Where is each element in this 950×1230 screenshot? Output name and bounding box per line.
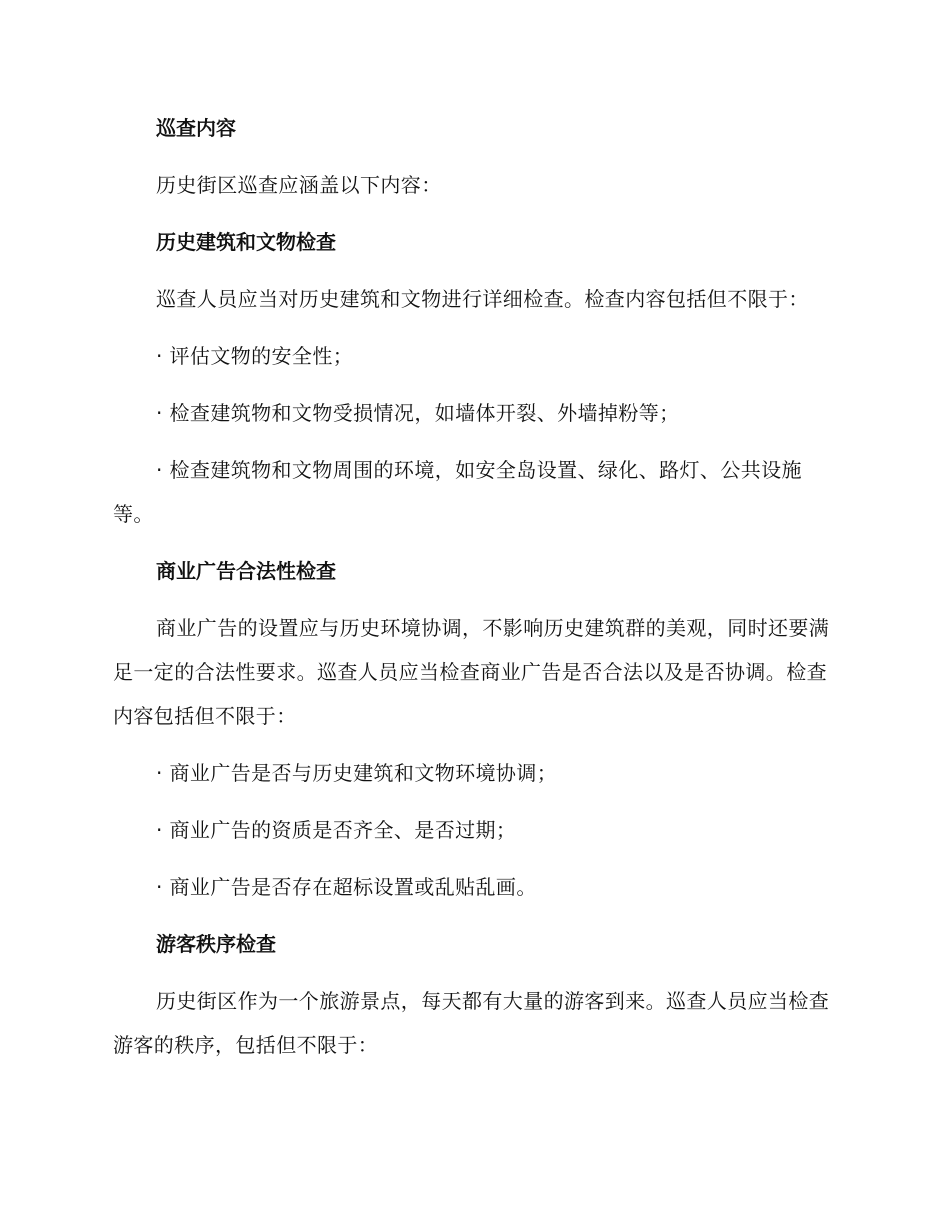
section-heading-building-relics: 历史建筑和文物检查 [156, 230, 336, 254]
paragraph-intro: 历史街区巡查应涵盖以下内容： [156, 173, 442, 197]
paragraph-advertising: 商业广告的设置应与历史环境协调，不影响历史建筑群的美观，同时还要满足一定的合法性要求。巡查人员应当检查商业广告是否合法以及是否协调。检查内容包括但不限于： [113, 616, 830, 728]
section-heading-visitor-order: 游客秩序检查 [156, 932, 276, 956]
list-item: · 商业广告是否与历史建筑和文物环境协调； [156, 761, 558, 785]
document-body [113, 106, 835, 1080]
section-heading-advertising: 商业广告合法性检查 [156, 559, 336, 583]
list-item: · 检查建筑物和文物受损情况，如墙体开裂、外墙掉粉等； [156, 401, 680, 425]
list-item: · 商业广告是否存在超标设置或乱贴乱画。 [156, 875, 537, 899]
list-item: · 检查建筑物和文物周围的环境，如安全岛设置、绿化、路灯、公共设施等。 [113, 458, 802, 526]
list-item: · 商业广告的资质是否齐全、是否过期； [156, 818, 517, 842]
paragraph-visitor-order: 历史街区作为一个旅游景点，每天都有大量的游客到来。巡查人员应当检查游客的秩序，包括但不限于： [113, 989, 830, 1057]
section-heading-inspection-content: 巡查内容 [156, 116, 236, 140]
paragraph-building-relics: 巡查人员应当对历史建筑和文物进行详细检查。检查内容包括但不限于： [156, 287, 809, 311]
list-item: · 评估文物的安全性； [156, 344, 354, 368]
